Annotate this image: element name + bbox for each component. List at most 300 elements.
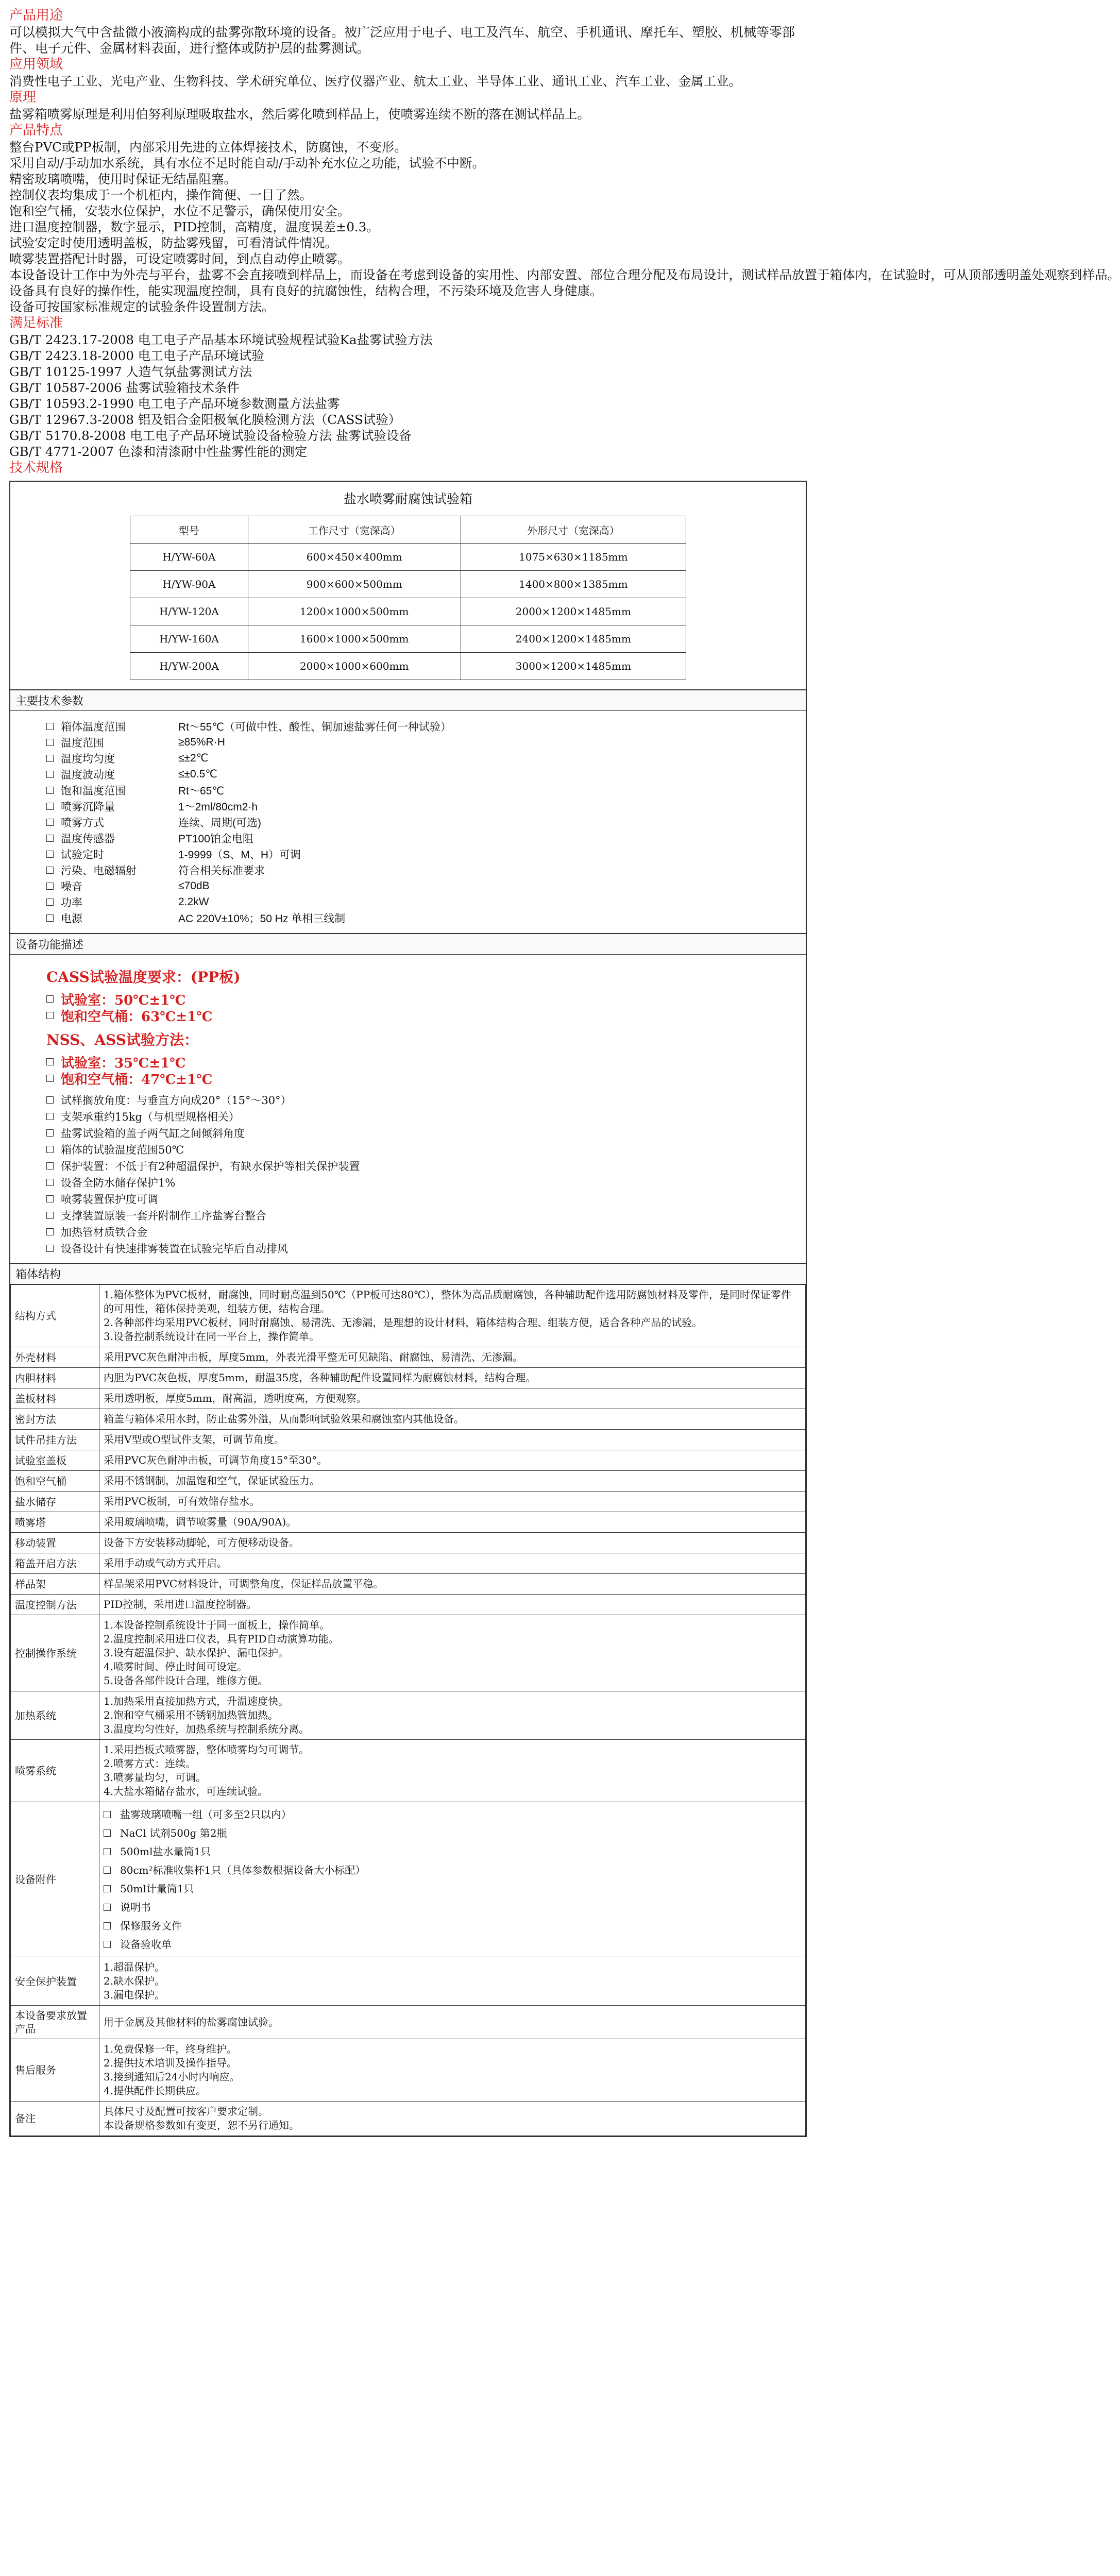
spec-key: 盖板材料 [11,1388,99,1409]
models-cell: H/YW-60A [130,544,248,571]
spec-key: 喷雾塔 [11,1512,99,1533]
spec-lines [104,2105,801,2132]
accessory-row [104,1805,801,1824]
spec-key: 设备附件 [11,1802,99,1957]
spec-value [99,1388,806,1409]
bullet-icon [46,1012,54,1019]
param-value: ≤±2℃ [178,752,209,764]
param-label: 温度均匀度 [61,752,115,765]
bullet-icon [46,899,54,906]
spec-line: 1.加热采用直接加热方式，升温速度快。 [104,1695,289,1707]
param-label: 温度范围 [61,736,104,749]
spec-row [11,1388,806,1409]
cass-row [46,991,806,1007]
spec-key: 加热系统 [11,1691,99,1740]
param-value: Rt～55℃（可做中性、酸性、铜加速盐雾任何一种试验） [178,721,451,733]
spec-line: 采用PVC灰色耐冲击板，可调节角度15°至30°。 [104,1454,328,1466]
spec-line: 3.设备控制系统设计在同一平台上，操作简单。 [104,1330,320,1343]
models-cell: 2000×1000×600mm [248,653,461,680]
models-header-0: 型号 [130,516,248,544]
sheet-title: 盐水喷雾耐腐蚀试验箱 [343,492,472,506]
bullet-icon [104,1941,111,1948]
config-title: 箱体结构 [10,1263,806,1284]
spec-key: 内胆材料 [11,1368,99,1388]
spec-key: 温度控制方法 [11,1595,99,1615]
accessory-row [104,1824,801,1842]
accessory-text: NaCl 试剂500g 第2瓶 [120,1827,227,1839]
spec-value [99,1347,806,1368]
param-value: 2.2kW [178,895,209,908]
spec-line: 用于金属及其他材料的盐雾腐蚀试验。 [104,2015,279,2028]
bullet-icon [46,755,54,762]
spec-key: 试验室盖板 [11,1450,99,1471]
spec-row [11,1409,806,1430]
spec-key: 售后服务 [11,2039,99,2102]
param-label: 噪音 [61,880,82,893]
models-table [130,516,686,680]
param-label: 喷雾方式 [61,816,104,829]
spec-row [11,1285,806,1347]
models-row [130,571,686,598]
spec-row [11,1740,806,1802]
spec-line: 3.漏电保护。 [104,1989,165,2001]
models-cell: 2000×1200×1485mm [461,598,686,625]
accessory-text: 保修服务文件 [120,1920,182,1932]
models-cell: 1200×1000×500mm [248,598,461,625]
models-header-1: 工作尺寸（宽深高） [248,516,461,544]
models-row [130,598,686,625]
models-cell: 2400×1200×1485mm [461,625,686,653]
param-row [46,846,806,862]
features-row [46,1141,806,1158]
param-value: 连续、周期(可选) [178,817,261,829]
models-cell: 1075×630×1185mm [461,544,686,571]
spec-key: 控制操作系统 [11,1615,99,1691]
section-title: 技术规格 [9,460,63,476]
spec-row [11,1430,806,1450]
spec-key: 移动装置 [11,1533,99,1553]
param-value: 1-9999（S、M、H）可调 [178,849,301,861]
spec-key: 密封方法 [11,1409,99,1430]
spec-key: 本设备要求放置产品 [11,2006,99,2039]
spec-lines [104,1960,801,2002]
spec-sheet [9,481,807,2137]
bullet-icon [46,883,54,890]
spec-table [10,1284,806,2136]
section-line: GB/T 12967.3-2008 铝及铝合金阳极氧化膜检测方法（CASS试验） [9,412,401,427]
models-cell: H/YW-120A [130,598,248,625]
accessory-text: 说明书 [120,1901,151,1913]
spec-row [11,1595,806,1615]
spec-line: 3.设有超温保护、缺水保护、漏电保护。 [104,1647,289,1659]
bullet-icon [46,1162,54,1170]
section-line: 整台PVC或PP板制，内部采用先进的立体焊接技术，防腐蚀，不变形。 [9,140,407,155]
spec-lines [104,1515,801,1529]
spec-line: 1.免费保修一年，终身维护。 [104,2043,237,2055]
section-title: 原理 [9,90,37,105]
param-row [46,766,806,782]
models-cell: 900×600×500mm [248,571,461,598]
cass-row [46,1007,806,1024]
spec-row [11,1368,806,1388]
bullet-icon [46,739,54,746]
features-text: 保护装置：不低于有2种超温保护，有缺水保护等相关保护装置 [61,1160,360,1173]
spec-value [99,1430,806,1450]
spec-line: 1.采用挡板式喷雾器，整体喷雾均匀可调节。 [104,1743,310,1756]
sections [9,56,1120,477]
spec-line: 1.本设备控制系统设计于同一面板上，操作简单。 [104,1619,330,1631]
features-text: 支撑装置原装一套并附制作工序盐雾台整合 [61,1210,266,1222]
spec-line: 4.提供配件长期供应。 [104,2084,207,2097]
spec-line: 采用透明板，厚度5mm，耐高温，透明度高，方便观察。 [104,1392,367,1404]
spec-lines [104,1743,801,1799]
spec-key: 外壳材料 [11,1347,99,1368]
bullet-icon [46,803,54,810]
features-row [46,1207,806,1224]
bullet-icon [46,1245,54,1252]
param-value: ≥85%R·H [178,736,225,748]
models-cell: 600×450×400mm [248,544,461,571]
spec-value [99,1492,806,1512]
param-row [46,798,806,814]
section-line: 试验安定时使用透明盖板，防盐雾残留，可看清试件情况。 [9,235,337,250]
bullet-icon [46,723,54,730]
spec-line: 4.大盐水箱储存盐水，可连续试验。 [104,1785,268,1798]
spec-key: 备注 [11,2102,99,2136]
models-cell: 1400×800×1385mm [461,571,686,598]
section-line: 采用自动/手动加水系统，具有水位不足时能自动/手动补充水位之功能，试验不中断。 [9,156,485,171]
spec-value [99,1471,806,1492]
spec-row [11,2006,806,2039]
bullet-icon [104,1829,111,1837]
spec-value [99,1285,806,1347]
param-label: 污染、电磁辐射 [61,864,137,877]
bullet-icon [46,1179,54,1186]
spec-lines [104,1350,801,1364]
accessory-text: 设备验收单 [120,1938,172,1951]
param-value: Rt～65℃ [178,785,224,797]
spec-value [99,1957,806,2006]
bullet-icon [46,1058,54,1065]
spec-line: 2.缺水保护。 [104,1975,165,1987]
spec-line: 2.喷雾方式：连续。 [104,1757,196,1770]
cass-text: 饱和空气桶：63℃±1℃ [61,1009,213,1025]
param-row [46,910,806,926]
bullet-icon [46,819,54,826]
section-line: 设备具有良好的操作性，能实现温度控制，具有良好的抗腐蚀性，结构合理，不污染环境及危害人身健康。 [9,283,603,298]
param-row [46,878,806,894]
spec-value [99,1533,806,1553]
spec-row [11,1492,806,1512]
param-row [46,814,806,830]
spec-row [11,1691,806,1740]
bullet-icon [46,1228,54,1235]
param-label: 温度波动度 [61,768,115,781]
cass-text: 试验室：50℃±1℃ [61,992,186,1008]
intro [9,7,808,56]
spec-line: 2.温度控制采用进口仪表，具有PID自动演算功能。 [104,1633,339,1645]
spec-row [11,2039,806,2102]
models-cell: H/YW-90A [130,571,248,598]
features-row [46,1191,806,1207]
spec-line: 采用V型或O型试件支架，可调节角度。 [104,1433,284,1446]
spec-key: 试件吊挂方法 [11,1430,99,1450]
spec-line: 1.超温保护。 [104,1961,165,1973]
features-text: 设备设计有快速排雾装置在试验完毕后自动排风 [61,1243,288,1255]
accessory-row [104,1861,801,1879]
bullet-icon [104,1811,111,1818]
spec-row [11,1512,806,1533]
section-line: GB/T 2423.18-2000 电工电子产品环境试验 [9,348,264,363]
param-value: PT100铂金电阻 [178,833,253,845]
section-line: 本设备设计工作中为外壳与平台，盐雾不会直接喷到样品上，而设备在考虑到设备的实用性、内部安置、部位合理分配及布局设计，测试样品放置于箱体内，在试验时，可从顶部透明盖处观察到样品。 [9,267,1120,282]
param-label: 喷雾沉降量 [61,800,115,813]
spec-value [99,2006,806,2039]
nss-row [46,1070,806,1087]
bullet-icon [46,1113,54,1120]
bullet-icon [46,787,54,794]
accessory-row [104,1935,801,1954]
spec-lines [104,1598,801,1612]
bullet-icon [104,1922,111,1929]
section-line: 控制仪表均集成于一个机柜内，操作简便、一目了然。 [9,188,312,202]
spec-lines [104,1577,801,1591]
spec-lines [104,1288,801,1344]
spec-row [11,1533,806,1553]
param-value: 符合相关标准要求 [178,865,265,877]
spec-value [99,1553,806,1574]
param-label: 电源 [61,912,82,925]
spec-row [11,2102,806,2136]
spec-line: 采用不锈钢制，加温饱和空气，保证试验压力。 [104,1475,320,1487]
spec-lines [104,1433,801,1447]
bullet-icon [104,1885,111,1892]
spec-line: 设备下方安装移动脚轮，可方便移动设备。 [104,1536,299,1549]
spec-line: 内胆为PVC灰色板，厚度5mm，耐温35度，各种辅助配件设置同样为耐腐蚀材料，结构合理。 [104,1371,536,1384]
features-text: 设备全防水储存保护1% [61,1177,176,1189]
spec-row [11,1615,806,1691]
spec-line: 样品架采用PVC材料设计，可调整角度，保证样品放置平稳。 [104,1578,384,1590]
param-value: AC 220V±10%；50 Hz 单相三线制 [178,912,346,925]
spec-row [11,1574,806,1595]
spec-value [99,1595,806,1615]
bullet-icon [46,1195,54,1202]
spec-lines [104,1453,801,1467]
spec-line: 采用PVC板制，可有效储存盐水。 [104,1495,260,1507]
section-line: 饱和空气桶，安装水位保护，水位不足警示，确保使用安全。 [9,204,350,218]
models-cell: 1600×1000×500mm [248,625,461,653]
spec-lines [104,1536,801,1550]
features-text: 箱体的试验温度范围50℃ [61,1144,184,1156]
spec-line: 2.各种部件均采用PVC板材，同时耐腐蚀、易清洗、无渗漏，是理想的设计材料，箱体结构合理、组装方便，适合各种产品的试验。 [104,1316,703,1329]
features-row [46,1224,806,1240]
section-line: GB/T 10125-1997 人造气氛盐雾测试方法 [9,364,252,379]
spec-value [99,1512,806,1533]
section-line: GB/T 4771-2007 色漆和清漆耐中性盐雾性能的测定 [9,444,308,459]
spec-value [99,2039,806,2102]
spec-line: 3.接到通知后24小时内响应。 [104,2071,240,2083]
param-row [46,830,806,846]
features-row [46,1158,806,1174]
spec-lines [104,1412,801,1426]
features-text: 支架承重约15kg（与机型规格相关） [61,1111,240,1123]
accessory-row [104,1898,801,1917]
bullet-icon [46,835,54,842]
spec-line: 2.饱和空气桶采用不锈钢加热管加热。 [104,1709,279,1721]
spec-key: 安全保护装置 [11,1957,99,2006]
bullet-icon [46,995,54,1003]
spec-lines [104,1392,801,1405]
bullet-icon [46,851,54,858]
spec-lines [104,1618,801,1688]
models-row [130,653,686,680]
spec-line: 本设备规格参数如有变更，恕不另行通知。 [104,2119,299,2131]
spec-line: 1.箱体整体为PVC板材，耐腐蚀，同时耐高温到50℃（PP板可达80℃），整体为高品质耐腐蚀，各种辅助配件选用防腐蚀材料及零件，是同时保证零件的可用性，箱体保持美观，组装方便，结构合理。 [104,1289,791,1315]
section-line: 进口温度控制器，数字显示，PID控制，高精度，温度误差±0.3。 [9,219,379,234]
section-title: 满足标准 [9,315,63,331]
bullet-icon [46,1129,54,1137]
accessory-row [104,1917,801,1935]
models-cell: 3000×1200×1485mm [461,653,686,680]
spec-key: 盐水储存 [11,1492,99,1512]
features-row [46,1240,806,1257]
accessory-row [104,1879,801,1898]
spec-key: 结构方式 [11,1285,99,1347]
section-line: 盐雾箱喷雾原理是利用伯努利原理吸取盐水，然后雾化喷到样品上，使喷雾连续不断的落在测试样品上。 [9,107,590,122]
spec-lines [104,2015,801,2029]
spec-line: 3.喷雾量均匀，可调。 [104,1771,207,1784]
models-header-2: 外形尺寸（宽深高） [461,516,686,544]
param-row [46,750,806,766]
std-block [10,955,806,1263]
bullet-icon [46,771,54,778]
spec-value [99,1802,806,1957]
spec-lines [104,2042,801,2098]
accessory-row [104,1842,801,1861]
bullet-icon [46,867,54,874]
spec-lines [104,1556,801,1570]
spec-line: 3.温度均匀性好，加热系统与控制系统分离。 [104,1723,310,1735]
params-title: 主要技术参数 [10,689,806,711]
models-row [130,544,686,571]
section-title: 产品用途 [9,8,63,23]
param-row [46,734,806,750]
accessory-text: 80cm²标准收集杯1只（具体参数根据设备大小标配） [120,1864,366,1876]
features-text: 盐雾试验箱的盖子两气缸之间倾斜角度 [61,1127,245,1140]
bullet-icon [46,914,54,922]
nss-text: 饱和空气桶：47℃±1℃ [61,1072,213,1088]
bullet-icon [46,1075,54,1082]
section-line: 喷雾装置搭配计时器，可设定喷雾时间，到点自动停止喷雾。 [9,251,350,266]
param-label: 温度传感器 [61,832,115,845]
features-row [46,1092,806,1108]
spec-value [99,1615,806,1691]
nss-title: NSS、ASS试验方法： [46,1031,198,1048]
param-label: 饱和温度范围 [61,784,126,797]
section-title: 产品特点 [9,123,63,138]
spec-lines [104,1474,801,1488]
section-line: GB/T 10587-2006 盐雾试验箱技术条件 [9,380,240,395]
section-line: GB/T 10593.2-1990 电工电子产品环境参数测量方法盐雾 [9,396,340,411]
param-value: ≤70dB [178,879,210,892]
params-list [10,711,806,933]
features-row [46,1125,806,1141]
intro-line-0: 可以模拟大气中含盐微小液滴构成的盐雾弥散环境的设备。被广泛应用于电子、电工及汽车、航空、手机通讯、摩托车、塑胶、机械等零部件、电子元件、金属材料表面，进行整体或防护层的盐雾测试。 [9,25,795,56]
section-line: GB/T 5170.8-2008 电工电子产品环境试验设备检验方法 盐雾试验设备 [9,428,412,443]
bullet-icon [104,1867,111,1874]
accessory-text: 50ml计量筒1只 [120,1883,194,1895]
spec-line: 具体尺寸及配置可按客户要求定制。 [104,2105,268,2117]
bullet-icon [104,1904,111,1911]
bullet-icon [46,1096,54,1104]
std-title: 设备功能描述 [10,933,806,955]
nss-text: 试验室：35℃±1℃ [61,1055,186,1071]
spec-row [11,1450,806,1471]
param-row [46,894,806,910]
spec-key: 喷雾系统 [11,1740,99,1802]
param-row [46,782,806,798]
section-line: 消费性电子工业、光电产业、生物科技、学术研究单位、医疗仪器产业、航太工业、半导体工业、通讯工业、汽车工业、金属工业。 [9,74,741,89]
param-value: 1～2ml/80cm2·h [178,801,258,813]
param-value: ≤±0.5℃ [178,768,217,780]
spec-value [99,1574,806,1595]
accessory-text: 500ml盐水量筒1只 [120,1845,211,1858]
spec-value [99,1409,806,1430]
spec-value [99,2102,806,2136]
spec-row [11,1802,806,1957]
spec-line: 4.喷雾时间、停止时间可设定。 [104,1660,248,1673]
spec-value [99,1740,806,1802]
bullet-icon [46,1146,54,1153]
bullet-icon [46,1212,54,1219]
nss-row [46,1054,806,1070]
models-row [130,625,686,653]
spec-line: 采用玻璃喷嘴，调节喷雾量（90A/90A)。 [104,1516,297,1528]
spec-row [11,1347,806,1368]
spec-row [11,1553,806,1574]
spec-lines [104,1371,801,1385]
features-text: 加热管材质铁合金 [61,1226,147,1239]
spec-key: 箱盖开启方法 [11,1553,99,1574]
spec-line: 2.提供技术培训及操作指导。 [104,2057,237,2069]
bullet-icon [104,1848,111,1855]
param-row [46,862,806,878]
section-line: 精密玻璃喷嘴，使用时保证无结晶阻塞。 [9,172,236,187]
features-row [46,1174,806,1191]
spec-value [99,1368,806,1388]
spec-value [99,1691,806,1740]
param-label: 功率 [61,896,82,909]
models-cell: H/YW-200A [130,653,248,680]
param-row [46,718,806,734]
param-label: 箱体温度范围 [61,720,126,733]
spec-line: 5.设备各部件设计合理，维修方便。 [104,1674,268,1687]
spec-key: 饱和空气桶 [11,1471,99,1492]
spec-lines [104,1694,801,1736]
spec-lines [104,1495,801,1509]
spec-key: 样品架 [11,1574,99,1595]
features-text: 试样搁放角度：与垂直方向成20°（15°～30°） [61,1094,292,1107]
features-text: 喷雾装置保护度可调 [61,1193,158,1206]
spec-line: 箱盖与箱体采用水封，防止盐雾外溢，从而影响试验效果和腐蚀室内其他设备。 [104,1413,464,1425]
spec-value [99,1450,806,1471]
spec-row [11,1957,806,2006]
param-label: 试验定时 [61,848,104,861]
spec-line: 采用手动或气动方式开启。 [104,1557,227,1569]
features-row [46,1108,806,1125]
accessory-text: 盐雾玻璃喷嘴一组（可多至2只以内） [120,1808,292,1821]
section-line: GB/T 2423.17-2008 电工电子产品基本环境试验规程试验Ka盐雾试验方法 [9,332,433,347]
